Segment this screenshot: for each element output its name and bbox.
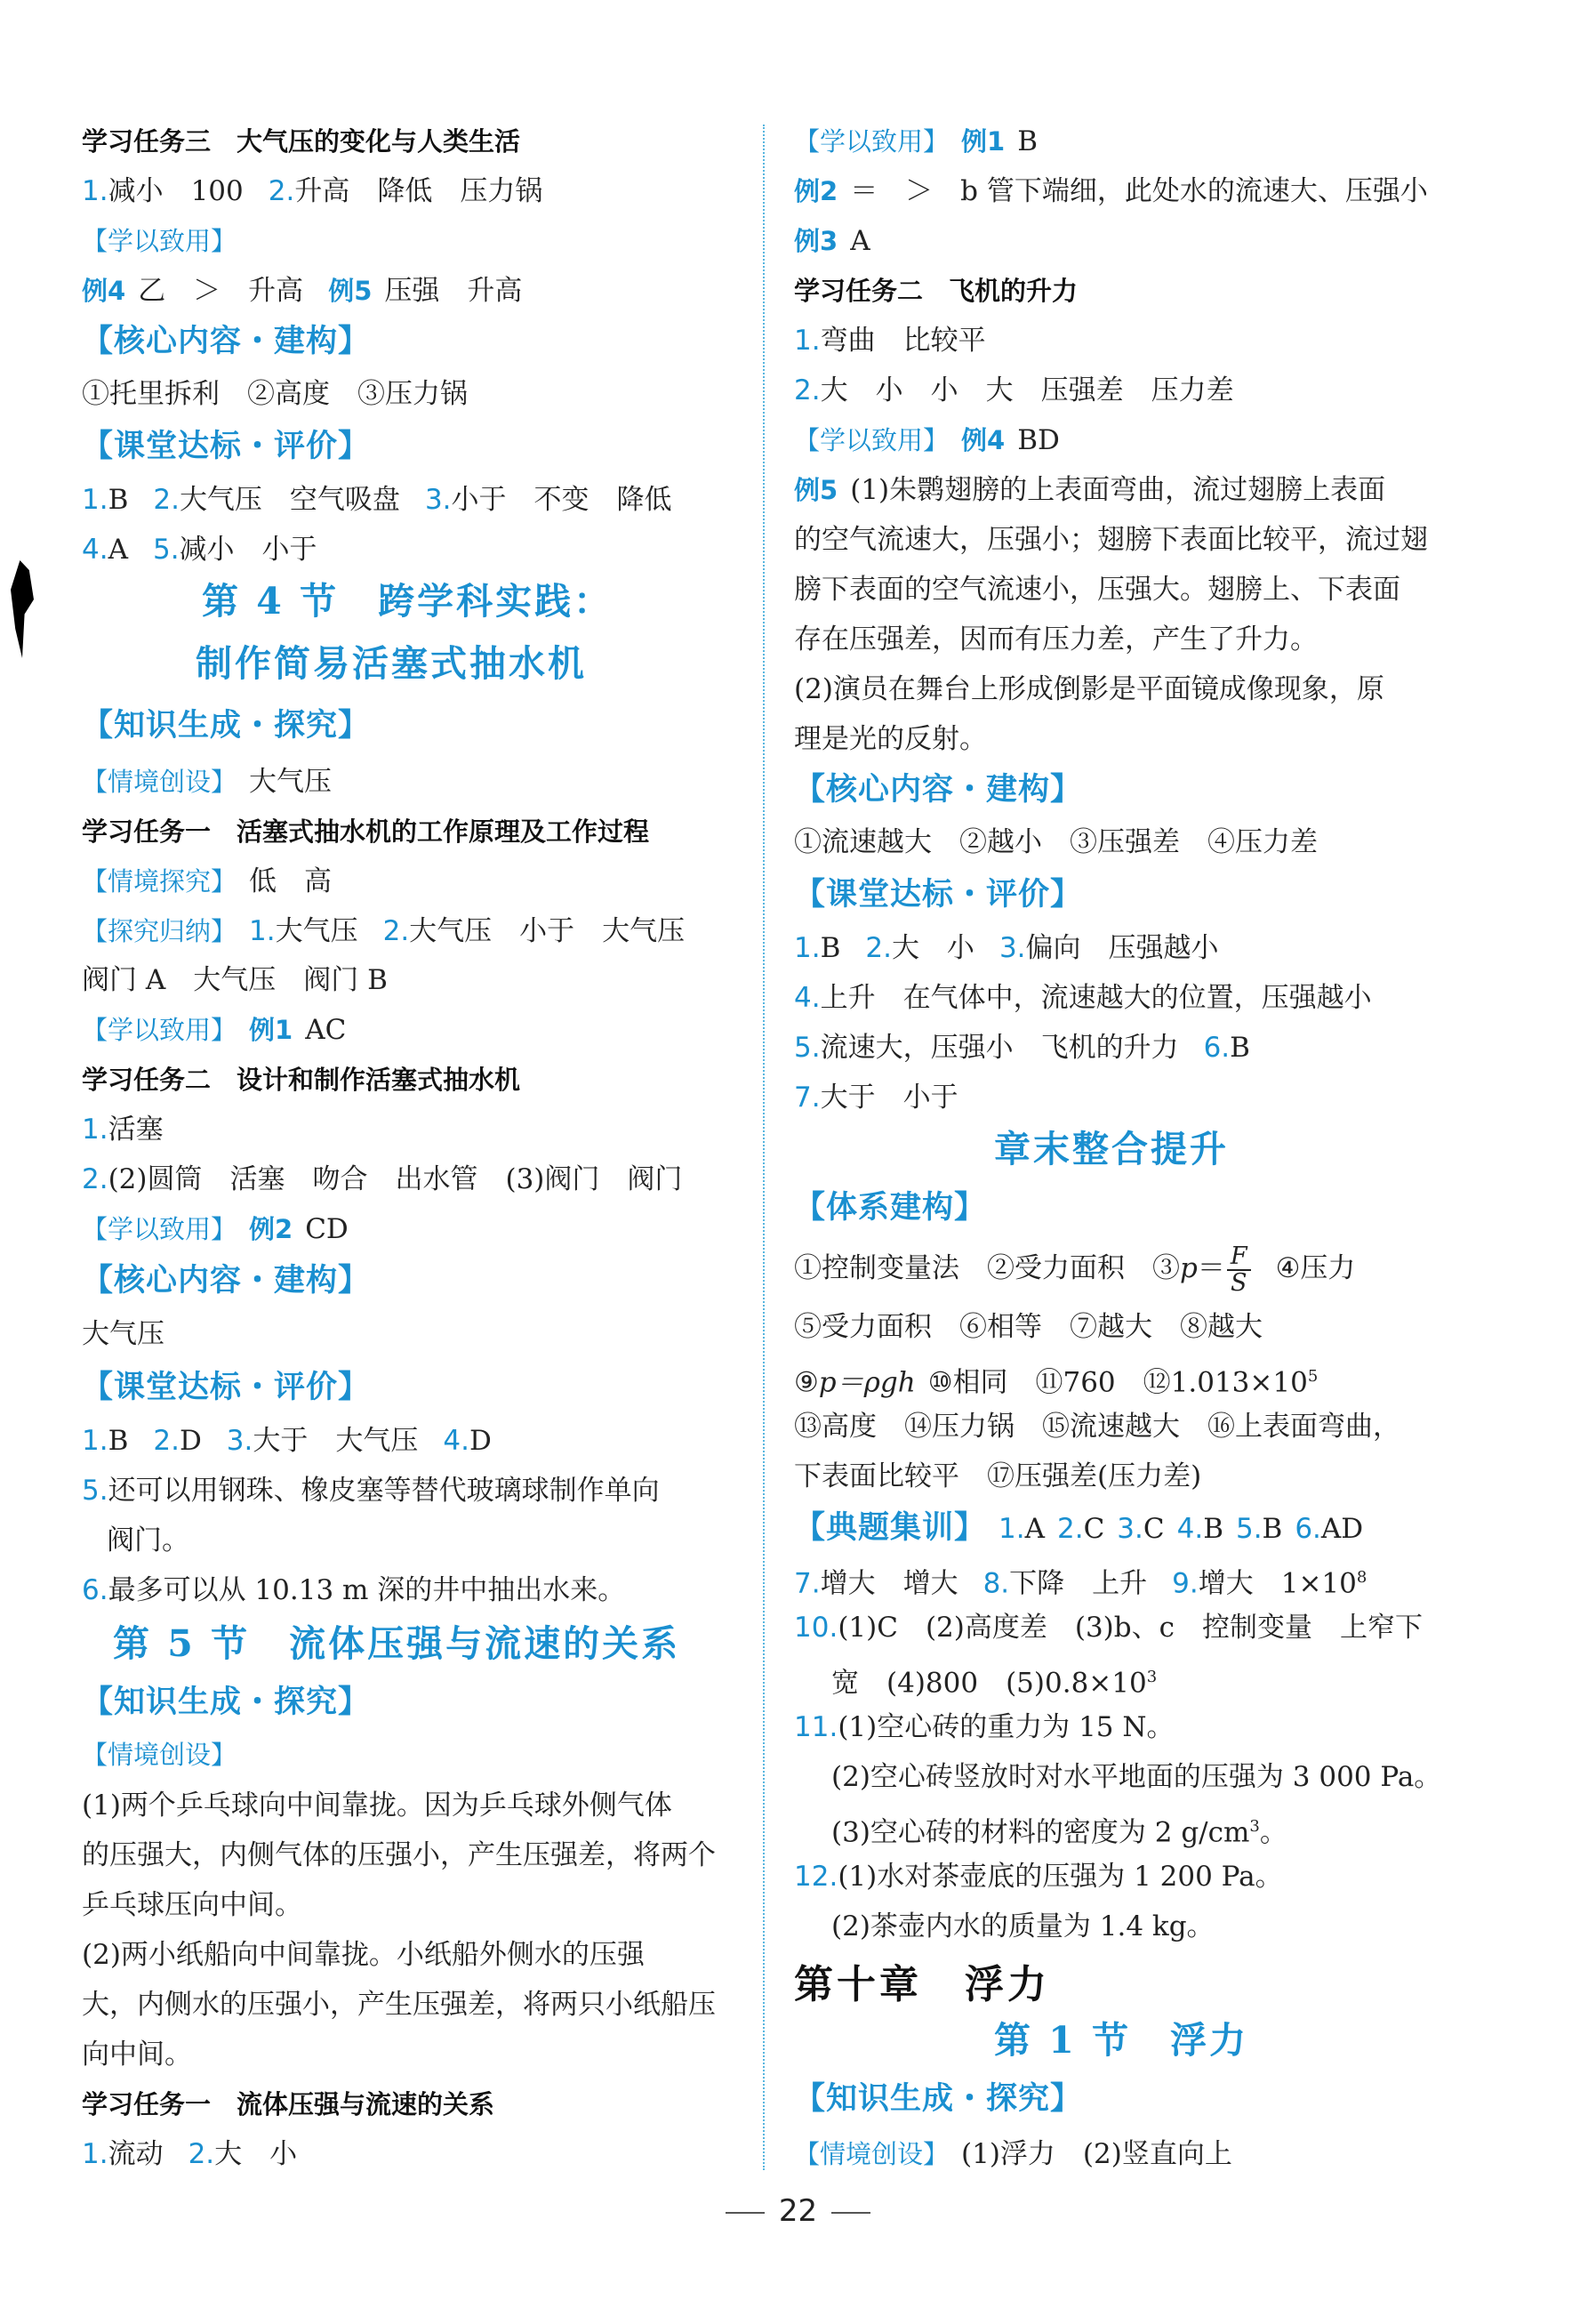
answer-line: (2)空心砖竖放时对水平地面的压强为 3 000 Pa。 [831, 1761, 1442, 1793]
section-box-heading: 【核心内容・建构】 [82, 1263, 371, 1299]
paragraph-line: 的压强大，内侧气体的压强小，产生压强差，将两个 [82, 1839, 716, 1871]
section-title: 制作简易活塞式抽水机 [196, 642, 587, 685]
task-heading: 学习任务三 大气压的变化与人类生活 [82, 126, 521, 157]
section-box-heading: 【知识生成・探究】 [82, 708, 371, 744]
answer-line: 【探究归纳】 1.大气压 2.大气压 小于 大气压 [82, 915, 686, 947]
answer-line: 宽 (4)800 $(5)0.8\times 10^3$ [831, 1667, 1158, 1700]
page-number: 22 [0, 2193, 1596, 2229]
answer-line: 1.活塞 [82, 1114, 164, 1146]
column-divider [763, 125, 765, 2170]
answer-line: 1.减小 100 2.升高 降低 压力锅 [82, 175, 543, 207]
page-number-dash-right [831, 2212, 870, 2214]
section-title: 第 1 节 浮力 [994, 2019, 1249, 2062]
answer-line: 【情境创设】 大气压 [82, 766, 333, 798]
answer-line: 5.还可以用钢珠、橡皮塞等替代玻璃球制作单向 [82, 1475, 660, 1507]
section-box-heading: 【课堂达标・评价】 [82, 429, 371, 464]
answer-line: 2.(2)圆筒 活塞 吻合 出水管 (3)阀门 阀门 [82, 1163, 683, 1195]
answer-line: 1.弯曲 比较平 [794, 325, 986, 357]
task-heading: 学习任务一 流体压强与流速的关系 [82, 2089, 495, 2119]
tag-label: 【情境创设】 [82, 1740, 237, 1770]
section-box-heading: 【课堂达标・评价】 [82, 1370, 371, 1405]
answer-line: 4.A 5.减小 小于 [82, 534, 317, 566]
section-title: 第 5 节 流体压强与流速的关系 [113, 1622, 681, 1665]
answer-line: 1.流动 2.大 小 [82, 2138, 298, 2170]
paragraph-line: 的空气流速大，压强小；翅膀下表面比较平，流过翅 [794, 524, 1428, 556]
page-number-dash-left [726, 2212, 765, 2214]
paragraph-line: 大，内侧水的压强小，产生压强差，将两只小纸船压 [82, 1989, 716, 2021]
answer-line: 6.最多可以从 10.13 m 深的井中抽出水来。 [82, 1574, 626, 1606]
answer-line: 1.B 2.大 小 3.偏向 压强越小 [794, 932, 1219, 964]
section-box-heading: 【知识生成・探究】 [82, 1685, 371, 1720]
answer-line: 例4 乙 ＞ 升高 例5 压强 升高 [82, 275, 523, 307]
paragraph-line: 膀下表面的空气流速小，压强大。翅膀上、下表面 [794, 574, 1400, 606]
answer-line: 7.大于 小于 [794, 1082, 958, 1114]
section-box-heading: 【核心内容・建构】 [794, 772, 1083, 808]
answer-line: 1.B 2.大气压 空气吸盘 3.小于 不变 降低 [82, 484, 672, 516]
answer-line: (2)茶壶内水的质量为 1.4 kg。 [831, 1910, 1215, 1942]
section-title: 章末整合提升 [994, 1128, 1229, 1170]
answer-line: ①流速越大 ②越小 ③压强差 ④压力差 [794, 826, 1318, 858]
paragraph-line: 存在压强差，因而有压力差，产生了升力。 [794, 623, 1318, 655]
answer-line: 【典题集训】 1.A 2.C 3.C 4.B 5.B 6.AD [794, 1510, 1364, 1546]
answer-line: 12.(1)水对茶壶底的压强为 1 200 Pa。 [794, 1861, 1283, 1893]
answer-line: 大气压 [82, 1318, 164, 1350]
paragraph-line: 向中间。 [82, 2039, 192, 2071]
answer-line: 1.B 2.D 3.大于 大气压 4.D [82, 1425, 492, 1457]
answer-line: 例3 A [794, 225, 870, 257]
section-box-heading: 【课堂达标・评价】 [794, 877, 1083, 913]
answer-line: 11.(1)空心砖的重力为 15 N。 [794, 1711, 1175, 1743]
answer-line: 阀门 A 大气压 阀门 B [82, 964, 388, 996]
paragraph-line: 理是光的反射。 [794, 723, 987, 755]
answer-line: 4.上升 在气体中，流速越大的位置，压强越小 [794, 982, 1372, 1014]
answer-line: 10.(1)C (2)高度差 (3)b、c 控制变量 上窄下 [794, 1612, 1423, 1644]
answer-line: 阀门。 [107, 1524, 189, 1556]
answer-line: ①托里拆利 ②高度 ③压力锅 [82, 378, 468, 410]
scan-edge-mark [11, 560, 34, 658]
answer-line: 【学以致用】 例4 BD [794, 424, 1060, 456]
answer-line: (3)空心砖的材料的密度为 2 $g/cm^3$。 [831, 1816, 1287, 1849]
answer-line: 2.大 小 小 大 压强差 压力差 [794, 374, 1234, 406]
paragraph-line: (2)演员在舞台上形成倒影是平面镜成像现象，原 [794, 673, 1384, 705]
answer-line: ⑬高度 ⑭压力锅 ⑮流速越大 ⑯上表面弯曲， [794, 1411, 1400, 1443]
answer-line: 例2 ＝ ＞ b 管下端细，此处水的流速大、压强小 [794, 175, 1428, 207]
paragraph-line: 乒乓球压向中间。 [82, 1889, 302, 1921]
answer-line: 【学以致用】 例1 B [794, 125, 1038, 157]
answer-line: ①控制变量法 ②受力面积 ③p＝ $\frac{F}{S}$ ④压力 [794, 1242, 1356, 1297]
section-title: 第 4 节 跨学科实践： [202, 580, 614, 623]
task-heading: 学习任务二 设计和制作活塞式抽水机 [82, 1065, 521, 1095]
section-box-heading: 【核心内容・建构】 [82, 324, 371, 359]
section-box-heading: 【知识生成・探究】 [794, 2081, 1083, 2117]
task-heading: 学习任务一 活塞式抽水机的工作原理及工作过程 [82, 816, 650, 847]
paragraph-line: (1)两个乒乓球向中间靠拢。因为乒乓球外侧气体 [82, 1789, 672, 1822]
fraction-f-over-s: $\frac{F}{S}$ [1227, 1244, 1251, 1296]
answer-line: 5.流速大，压强小 飞机的升力 6.B [794, 1032, 1250, 1064]
answer-line: 【学以致用】 例2 CD [82, 1213, 349, 1245]
answer-line: 7.增大 增大 8.下降 上升 9.增大 $1\times 10^8$ [794, 1567, 1367, 1600]
chapter-title: 第十章 浮力 [794, 1962, 1050, 2007]
answer-line: ⑤受力面积 ⑥相等 ⑦越大 ⑧越大 [794, 1311, 1263, 1343]
answer-line: 下表面比较平 ⑰压强差(压力差) [794, 1460, 1202, 1492]
answer-line: 【学以致用】 例1 AC [82, 1014, 347, 1046]
paragraph-line: (2)两小纸船向中间靠拢。小纸船外侧水的压强 [82, 1939, 645, 1971]
answer-line: 【情境创设】 (1)浮力 (2)竖直向上 [794, 2138, 1232, 2170]
section-box-heading: 【体系建构】 [794, 1190, 987, 1226]
answer-line: 【情境探究】 低 高 [82, 865, 333, 897]
answer-line: 例5 (1)朱鹮翅膀的上表面弯曲，流过翅膀上表面 [794, 474, 1386, 506]
answer-line: ⑨p＝ρgh ⑩相同 ⑪760 $⑫1.013\times 10^5$ [794, 1366, 1319, 1399]
task-heading: 学习任务二 飞机的升力 [794, 276, 1079, 306]
tag-label: 【学以致用】 [82, 226, 237, 256]
